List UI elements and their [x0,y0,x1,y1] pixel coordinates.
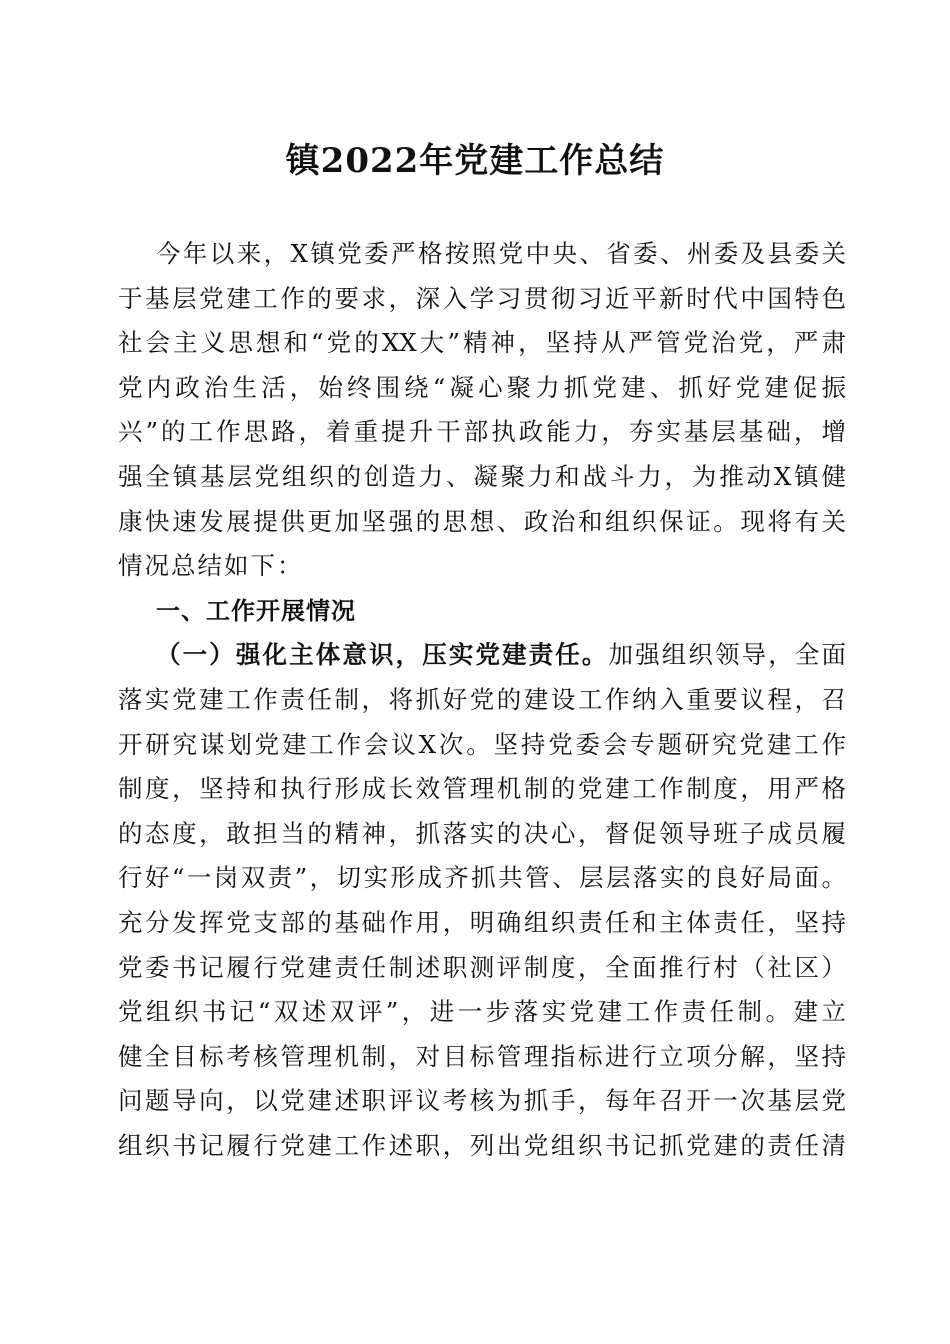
text-line: 组织书记履行党建工作述职，列出党组织书记抓党建的责任清 [118,1130,846,1160]
text-line: 健全目标考核管理机制，对目标管理指标进行立项分解，坚持 [118,1041,846,1071]
text-line: 强全镇基层党组织的创造力、凝聚力和战斗力，为推动X镇健 [118,461,846,491]
text-line: 的态度，敢担当的精神，抓落实的决心，督促领导班子成员履 [118,818,846,848]
text-line: 行好“一岗双责”，切实形成齐抓共管、层层落实的良好局面。 [118,863,846,893]
text-line: 社会主义思想和“党的XX大”精神，坚持从严管党治党，严肃 [118,328,846,358]
intro-paragraph [118,232,846,589]
text-line: 于基层党建工作的要求，深入学习贯彻习近平新时代中国特色 [118,283,846,313]
text-line: 党委书记履行党建责任制述职测评制度，全面推行村（社区） [118,952,846,982]
text-line: 制度，坚持和执行形成长效管理机制的党建工作制度，用严格 [118,774,846,804]
text-line: 开研究谋划党建工作会议X次。坚持党委会专题研究党建工作 [118,729,846,759]
subsection-heading: （一）强化主体意识，压实党建责任。 [156,640,609,670]
text-line: 情况总结如下： [118,551,304,581]
text-span: 加强组织领导，全面 [608,640,847,670]
subsection-paragraph [118,633,846,1168]
text-line: 落实党建工作责任制，将抓好党的建设工作纳入重要议程，召 [118,684,846,714]
document-body [118,232,846,1168]
text-line: 今年以来，X镇党委严格按照党中央、省委、州委及县委关 [156,239,846,268]
text-line: 康快速发展提供更加坚强的思想、政治和组织保证。现将有关 [118,506,846,536]
section-heading: 一、工作开展情况 [156,596,356,625]
text-line: 党组织书记“双述双评”，进一步落实党建工作责任制。建立 [118,997,846,1027]
text-line: 问题导向，以党建述职评议考核为抓手，每年召开一次基层党 [118,1086,846,1116]
document-title: 镇2022年党建工作总结 [285,141,665,181]
text-line: 党内政治生活，始终围绕“凝心聚力抓党建、抓好党建促振 [118,372,846,402]
text-line: 充分发挥党支部的基础作用，明确组织责任和主体责任，坚持 [118,907,846,937]
text-line: 兴”的工作思路，着重提升干部执政能力，夯实基层基础，增 [118,417,846,447]
text-line [118,633,846,678]
